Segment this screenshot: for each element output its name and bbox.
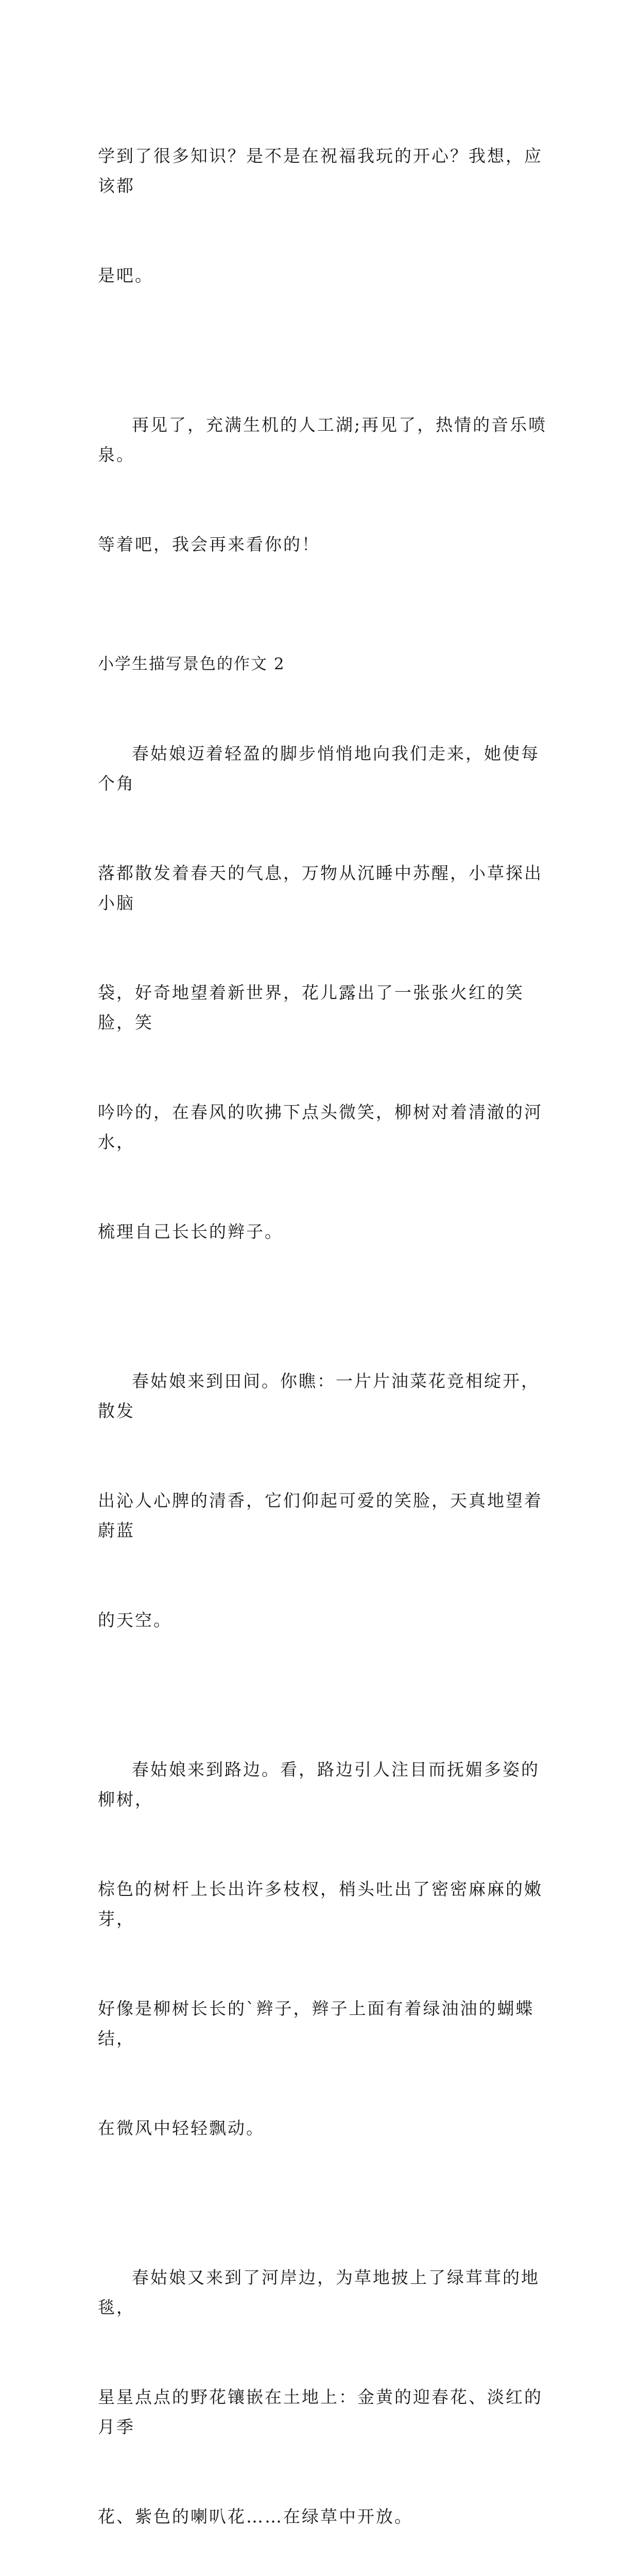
text-line: 再见了，充满生机的人工湖;再见了，热情的音乐喷泉。: [98, 415, 547, 465]
text-line: 出沁人心脾的清香，它们仰起可爱的笑脸，天真地望着蔚蓝: [98, 1490, 543, 1540]
text-line: 春姑娘来到田间。你瞧：一片片油菜花竞相绽开，散发: [98, 1371, 540, 1421]
text-line: 棕色的树杆上长出许多枝杈，梢头吐出了密密麻麻的嫩芽，: [98, 1879, 543, 1929]
section-title: 小学生描写景色的作文 2: [98, 655, 285, 673]
text-line: 星星点点的野花镶嵌在土地上：金黄的迎春花、淡红的月季: [98, 2387, 543, 2437]
document-body: [98, 81, 551, 2576]
text-line: 好像是柳树长长的`辫子，辫子上面有着绿油油的蝴蝶结，: [98, 1998, 534, 2048]
text-line: 落都散发着春天的气息，万物从沉睡中苏醒，小草探出小脑: [98, 863, 543, 913]
text-line: 袋，好奇地望着新世界，花儿露出了一张张火红的笑脸，笑: [98, 982, 524, 1032]
paragraph: [98, 2203, 551, 2576]
text-line: 的天空。: [98, 1610, 172, 1630]
paragraph-continuation: [98, 81, 551, 350]
paragraph: [98, 679, 551, 1307]
text-line: 等着吧，我会再来看你的！: [98, 534, 320, 554]
text-line: 是吧。: [98, 265, 153, 285]
paragraph-farewell: [98, 350, 551, 619]
text-line: 春姑娘来到路边。看，路边引人注目而抚媚多姿的柳树，: [98, 1759, 540, 1809]
text-line: 梳理自己长长的辫子。: [98, 1222, 283, 1242]
text-line: 吟吟的，在春风的吹拂下点头微笑，柳树对着清澈的河水，: [98, 1102, 543, 1152]
paragraph: [98, 1695, 551, 2203]
text-line: 花、紫色的喇叭花……在绿草中开放。: [98, 2506, 413, 2527]
text-line: 春姑娘迈着轻盈的脚步悄悄地向我们走来，她使每个角: [98, 743, 540, 793]
text-line: 在微风中轻轻飘动。: [98, 2118, 265, 2138]
text-line: 学到了很多知识？是不是在祝福我玩的开心？我想，应该都: [98, 146, 543, 196]
paragraph: [98, 1307, 551, 1695]
text-line: 春姑娘又来到了河岸边，为草地披上了绿茸茸的地毯，: [98, 2267, 540, 2317]
